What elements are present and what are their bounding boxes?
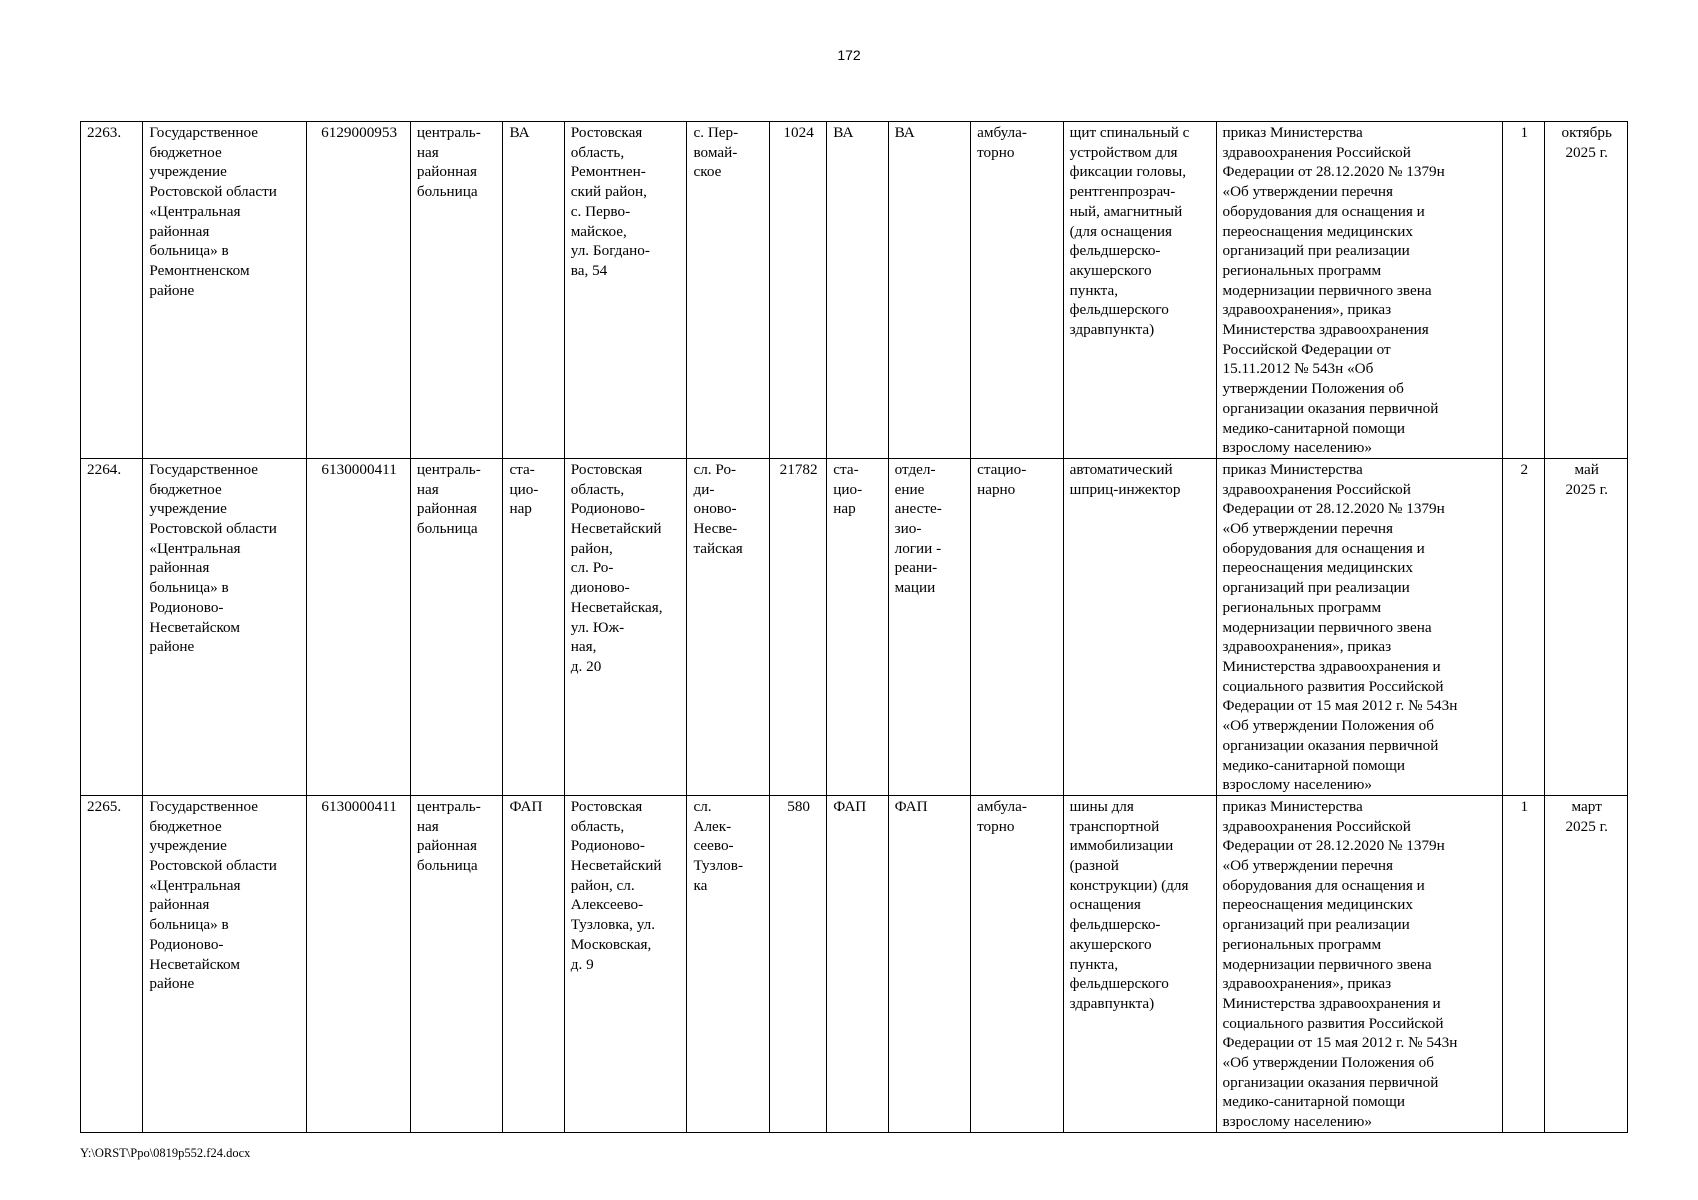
population: 1024 bbox=[769, 122, 826, 459]
organization-name: Государственное бюджетное учреждение Ростовской области «Центральная районная больница» в Родионово- Несветайском районе bbox=[143, 458, 307, 795]
table-row bbox=[81, 458, 1628, 795]
equipment-table bbox=[80, 121, 1628, 1133]
unit-type: ФАП bbox=[503, 795, 564, 1132]
inn: 6130000411 bbox=[307, 458, 411, 795]
organization-type: централь- ная районная больница bbox=[410, 458, 503, 795]
inn: 6129000953 bbox=[307, 122, 411, 459]
inn: 6130000411 bbox=[307, 795, 411, 1132]
department: ВА bbox=[888, 122, 970, 459]
quantity: 1 bbox=[1503, 122, 1545, 459]
population: 580 bbox=[769, 795, 826, 1132]
table-row bbox=[81, 795, 1628, 1132]
table-row bbox=[81, 122, 1628, 459]
department: отдел- ение анесте- зио- логии - реани- мации bbox=[888, 458, 970, 795]
address: Ростовская область, Родионово- Несветайский район, сл. Алексеево- Тузловка, ул. Московская, д. 9 bbox=[564, 795, 687, 1132]
page-number: 172 bbox=[837, 47, 861, 63]
address: Ростовская область, Родионово- Несветайский район, сл. Ро- дионово- Несветайская, ул. Юж- ная, д. 20 bbox=[564, 458, 687, 795]
delivery-date: март 2025 г. bbox=[1545, 795, 1628, 1132]
unit-kind: ста- цио- нар bbox=[827, 458, 888, 795]
care-form: стацио- нарно bbox=[971, 458, 1064, 795]
settlement: с. Пер- вомай- ское bbox=[687, 122, 769, 459]
population: 21782 bbox=[769, 458, 826, 795]
row-number: 2263. bbox=[81, 122, 143, 459]
care-form: амбула- торно bbox=[971, 122, 1064, 459]
equipment: автоматический шприц-инжектор bbox=[1063, 458, 1216, 795]
care-form: амбула- торно bbox=[971, 795, 1064, 1132]
equipment: щит спинальный с устройством для фиксации головы, рентгенпрозрач- ный, амагнитный (для оснащения фельдшерско- акушерского пункта, фельдшерского здравпункта) bbox=[1063, 122, 1216, 459]
organization-type: централь- ная районная больница bbox=[410, 122, 503, 459]
legal-basis: приказ Министерства здравоохранения Российской Федерации от 28.12.2020 № 1379н «Об утверждении перечня оборудования для оснащения и переоснащения медицинских организаций при реализации региональных программ модернизации первичного звена здравоохранения», приказ Министерства здравоохранения и социального развития Российской Федерации от 15 мая 2012 г. № 543н «Об утверждении Положения об организации оказания первичной медико-санитарной помощи взрослому населению» bbox=[1216, 458, 1503, 795]
row-number: 2264. bbox=[81, 458, 143, 795]
unit-type: ста- цио- нар bbox=[503, 458, 564, 795]
equipment: шины для транспортной иммобилизации (разной конструкции) (для оснащения фельдшерско- акушерского пункта, фельдшерского здравпункта) bbox=[1063, 795, 1216, 1132]
quantity: 2 bbox=[1503, 458, 1545, 795]
organization-name: Государственное бюджетное учреждение Ростовской области «Центральная районная больница» в Ремонтненском районе bbox=[143, 122, 307, 459]
legal-basis: приказ Министерства здравоохранения Российской Федерации от 28.12.2020 № 1379н «Об утверждении перечня оборудования для оснащения и переоснащения медицинских организаций при реализации региональных программ модернизации первичного звена здравоохранения», приказ Министерства здравоохранения и социального развития Российской Федерации от 15 мая 2012 г. № 543н «Об утверждении Положения об организации оказания первичной медико-санитарной помощи взрослому населению» bbox=[1216, 795, 1503, 1132]
footer-file-path: Y:\ORST\Ppo\0819p552.f24.docx bbox=[80, 1146, 251, 1160]
row-number: 2265. bbox=[81, 795, 143, 1132]
delivery-date: октябрь 2025 г. bbox=[1545, 122, 1628, 459]
unit-kind: ВА bbox=[827, 122, 888, 459]
settlement: сл. Алек- сеево- Тузлов- ка bbox=[687, 795, 769, 1132]
address: Ростовская область, Ремонтнен- ский район, с. Перво- майское, ул. Богдано- ва, 54 bbox=[564, 122, 687, 459]
unit-kind: ФАП bbox=[827, 795, 888, 1132]
legal-basis: приказ Министерства здравоохранения Российской Федерации от 28.12.2020 № 1379н «Об утверждении перечня оборудования для оснащения и переоснащения медицинских организаций при реализации региональных программ модернизации первичного звена здравоохранения», приказ Министерства здравоохранения Российской Федерации от 15.11.2012 № 543н «Об утверждении Положения об организации оказания первичной медико-санитарной помощи взрослому населению» bbox=[1216, 122, 1503, 459]
organization-name: Государственное бюджетное учреждение Ростовской области «Центральная районная больница» в Родионово- Несветайском районе bbox=[143, 795, 307, 1132]
delivery-date: май 2025 г. bbox=[1545, 458, 1628, 795]
department: ФАП bbox=[888, 795, 970, 1132]
quantity: 1 bbox=[1503, 795, 1545, 1132]
settlement: сл. Ро- ди- оново- Несве- тайская bbox=[687, 458, 769, 795]
unit-type: ВА bbox=[503, 122, 564, 459]
organization-type: централь- ная районная больница bbox=[410, 795, 503, 1132]
